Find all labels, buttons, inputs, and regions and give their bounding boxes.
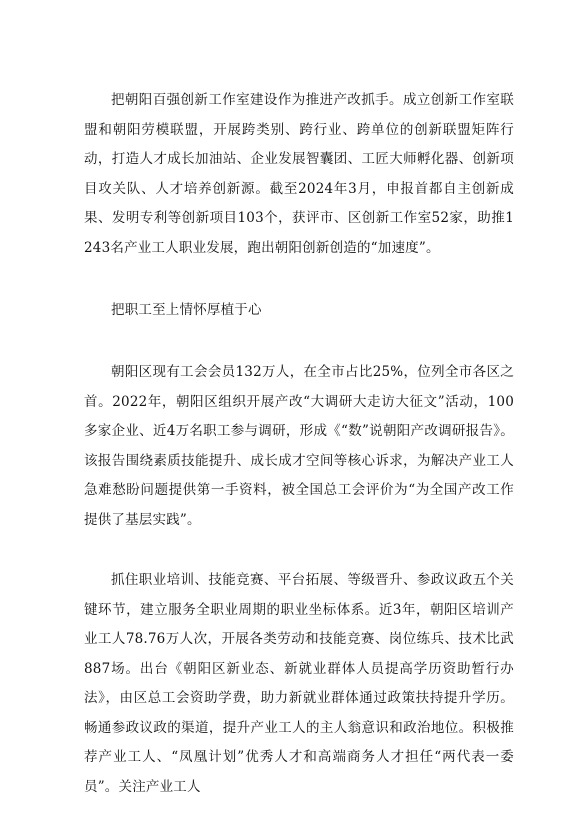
paragraph-vocational-system: 抓住职业培训、技能竞赛、平台拓展、等级晋升、参政议政五个关键环节，建立服务全职业周期的职业坐标体系。近3年，朝阳区培训产业工人78.76万人次，开展各类劳动和技能竞赛、岗位练兵、技术比武887场。出台《朝阳区新业态、新就业群体人员提高学历资助暂行办法》，由区总工会资助学费，助力新就业群体通过政策扶持提升学历。畅通参政议政的渠道，提升产业工人的主人翁意识和政治地位。积极推荐产业工人、“凤凰计划”优秀人才和高端商务人才担任“两代表一委员”。关注产业工人 <box>84 572 514 795</box>
section-heading: 把职工至上情怀厚植于心 <box>111 302 262 318</box>
paragraph-union-members: 朝阳区现有工会会员132万人，在全市占比25%，位列全市各区之首。2022年，朝阳区组织开展产改“大调研大走访大征文”活动，100多家企业、近4万名职工参与调研，形成《“数”说朝阳产改调研报告》。该报告围绕素质技能提升、成长成才空间等核心诉求，为解决产业工人急难愁盼问题提供第一手资料，被全国总工会评价为“为全国产改工作提供了基层实践”。 <box>84 364 514 528</box>
paragraph-innovation-studios: 把朝阳百强创新工作室建设作为推进产改抓手。成立创新工作室联盟和朝阳劳模联盟，开展跨类别、跨行业、跨单位的创新联盟矩阵行动，打造人才成长加油站、企业发展智囊团、工匠大师孵化器、创新项目攻关队、人才培养创新源。截至2024年3月，申报首都自主创新成果、发明专利等创新项目103个，获评市、区创新工作室52家，助推1243名产业工人职业发展，跑出朝阳创新创造的“加速度”。 <box>84 92 514 256</box>
